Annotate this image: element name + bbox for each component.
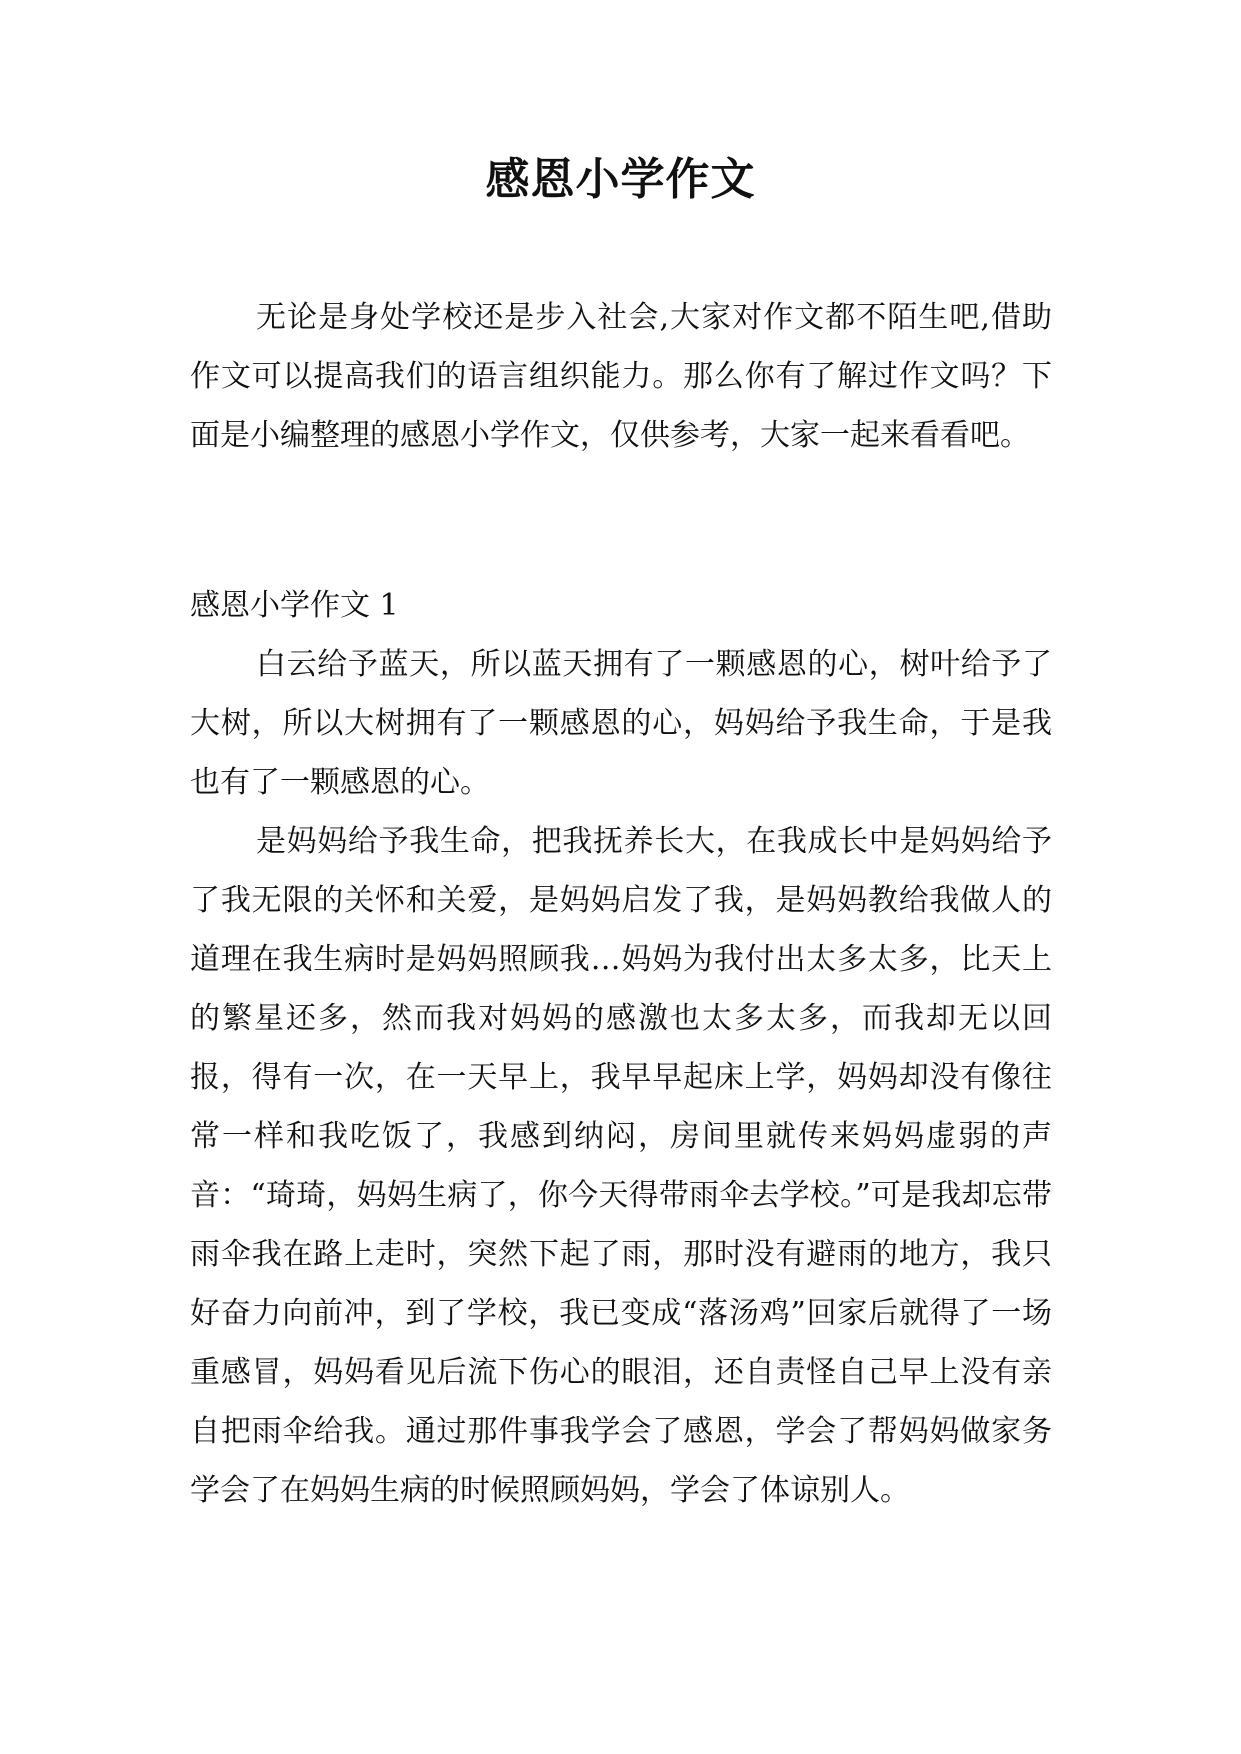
essay-paragraph-1: 白云给予蓝天，所以蓝天拥有了一颗感恩的心，树叶给予了大树，所以大树拥有了一颗感恩的心，妈妈给予我生命，于是我也有了一颗感恩的心。 [190, 647, 1052, 800]
essay-paragraph-2: 是妈妈给予我生命，把我抚养长大，在我成长中是妈妈给予了我无限的关怀和关爱，是妈妈启发了我，是妈妈教给我做人的道理在我生病时是妈妈照顾我…妈妈为我付出太多太多，比天上的繁星还多，然而我对妈妈的感激也太多太多，而我却无以回报，得有一次，在一天早上，我早早起床上学，妈妈却没有像往常一样和我吃饭了，我感到纳闷，房间里就传来妈妈虚弱的声音：“琦琦，妈妈生病了，你今天得带雨伞去学校。”可是我却忘带雨伞我在路上走时，突然下起了雨，那时没有避雨的地方，我只好奋力向前冲，到了学校，我已变成“落汤鸡”回家后就得了一场重感冒，妈妈看见后流下伤心的眼泪，还自责怪自己早上没有亲自把雨伞给我。通过那件事我学会了感恩，学会了帮妈妈做家务学会了在妈妈生病的时候照顾妈妈，学会了体谅别人。 [190, 824, 1052, 1508]
section-heading: 感恩小学作文 1 [190, 588, 399, 623]
document-title: 感恩小学作文 [485, 154, 756, 205]
intro-paragraph: 无论是身处学校还是步入社会,大家对作文都不陌生吧,借助作文可以提高我们的语言组织能力。那么你有了解过作文吗？下面是小编整理的感恩小学作文，仅供参考，大家一起来看看吧。 [190, 300, 1052, 453]
